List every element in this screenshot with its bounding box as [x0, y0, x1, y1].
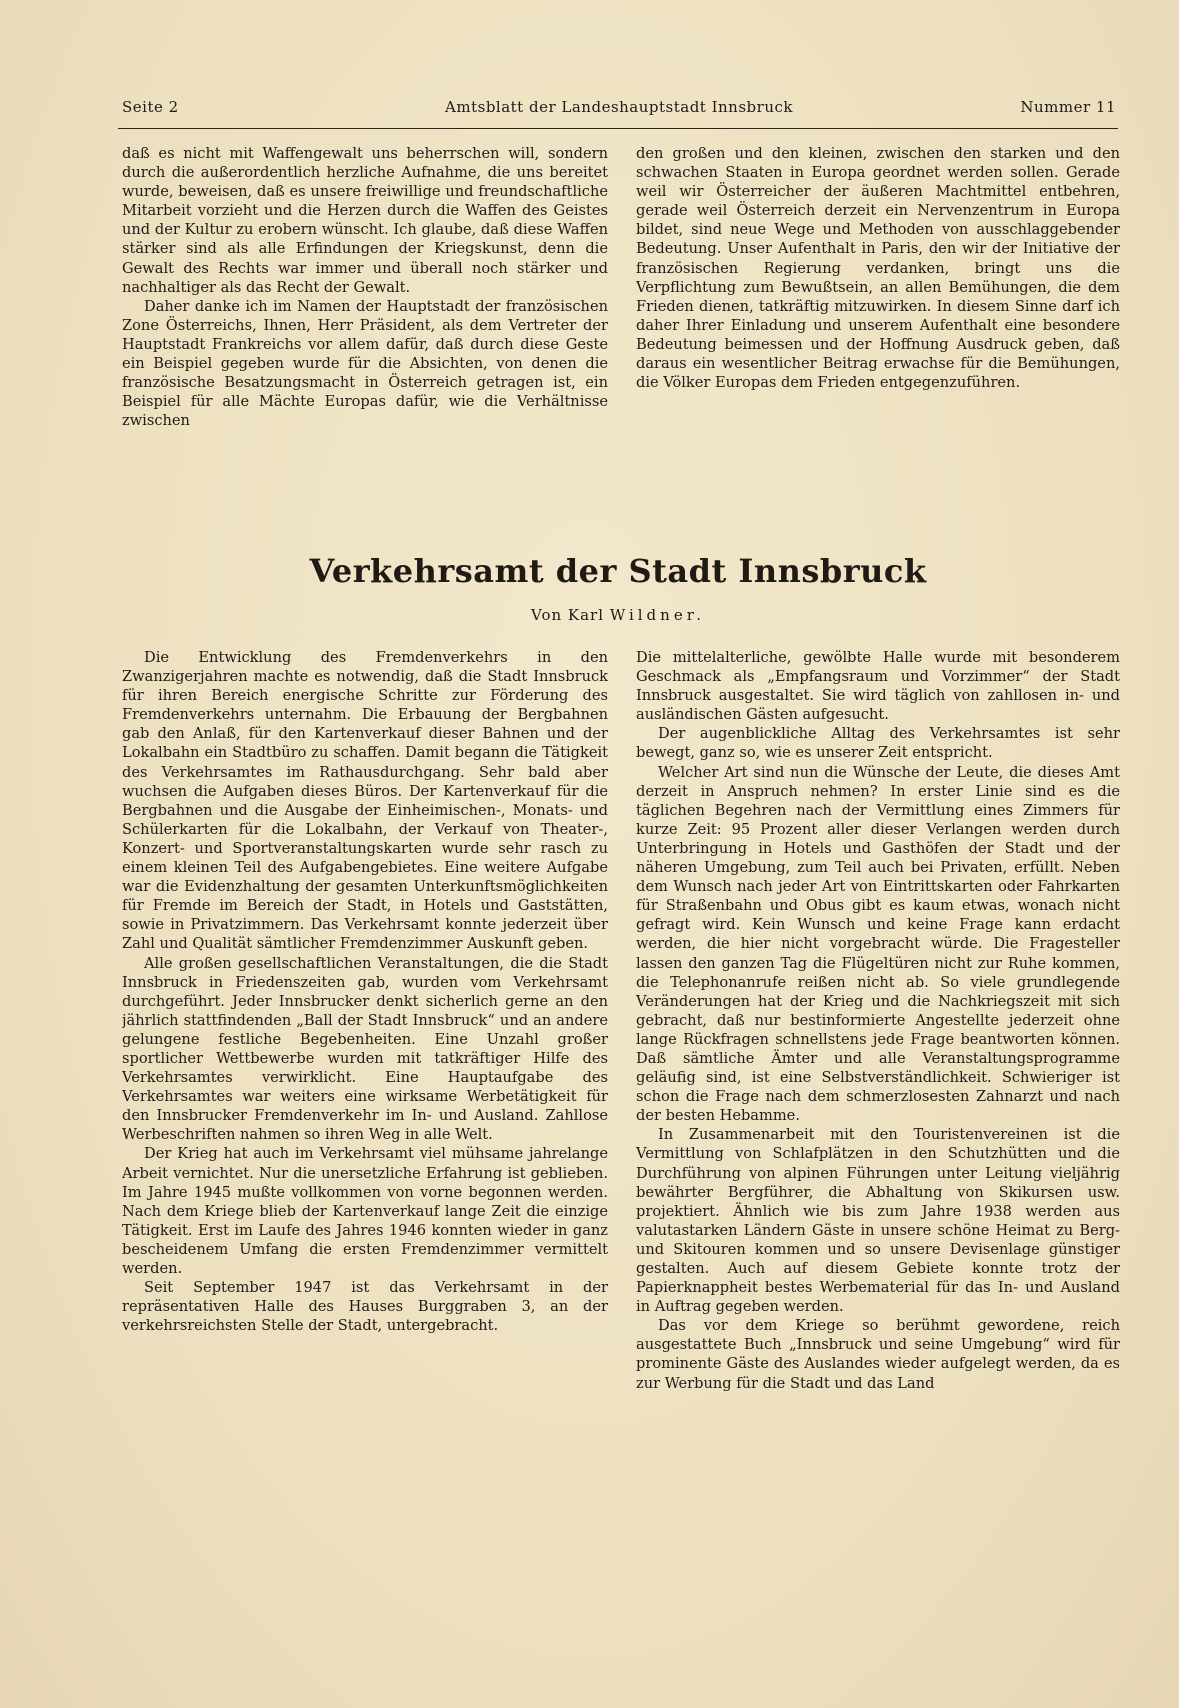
article-column-2 [636, 648, 1120, 1648]
previous-article-column-1 [122, 144, 608, 522]
paragraph: Welcher Art sind nun die Wünsche der Leute, die dieses Amt derzeit in Anspruch nehmen? In erster Linie sind es die täglichen Begehren nach der Vermittlung eines Zimmers für kurze Zeit: 95 Prozent aller dieser Verlangen werden durch Unterbringung in Hotels und Gasthöfen der Stadt und der näheren Umgebung, zum Teil auch bei Privaten, erfüllt. Neben dem Wunsch nach jeder Art von Eintrittskarten oder Fahrkarten für Straßenbahn und Obus gibt es kaum etwas, wonach nicht gefragt wird. Kein Wunsch und keine Frage kann erdacht werden, die hier nicht vorgebracht würde. Die Fragesteller lassen den ganzen Tag die Flügeltüren nicht zur Ruhe kommen, die Telephonanrufe reißen nicht ab. So viele grundlegende Veränderungen hat der Krieg und die Nachkriegszeit mit sich gebracht, daß nur bestinformierte Angestellte jederzeit ohne lange Rückfragen schnellstens jede Frage beantworten können. Daß sämtliche Ämter und alle Veranstaltungsprogramme geläufig sind, ist eine Selbstverständlichkeit. Schwieriger ist schon die Frage nach dem schmerzlosesten Zahnarzt und nach der besten Hebamme. [636, 763, 1120, 1125]
byline-prefix: Von Karl [530, 606, 605, 624]
paragraph: den großen und den kleinen, zwischen den starken und den schwachen Staaten in Europa geordnet werden sollen. Gerade weil wir Österreicher der äußeren Machtmittel entbehren, gerade weil Österreich derzeit ein Nervenzentrum in Europa bildet, sind neue Wege und Methoden von ausschlaggebender Bedeutung. Unser Aufenthalt in Paris, den wir der Initiative der französischen Regierung verdanken, bringt uns die Verpflichtung zum Bewußtsein, an allen Bemühungen, die dem Frieden dienen, tatkräftig mitzuwirken. In diesem Sinne darf ich daher Ihrer Einladung und unserem Aufenthalt eine besondere Bedeutung beimessen und der Hoffnung Ausdruck geben, daß daraus ein wesentlicher Beitrag erwachse für die Bemühungen, die Völker Europas dem Frieden entgegenzuführen. [636, 145, 1120, 392]
paragraph: Daher danke ich im Namen der Hauptstadt der französischen Zone Österreichs, Ihnen, Herr Präsident, als dem Vertreter der Hauptstadt Frankreichs vor allem dafür, daß durch diese Geste ein Beispiel gegeben wurde für die Absichten, von denen die französische Besatzungsmacht in Österreich getragen ist, ein Beispiel für alle Mächte Europas dafür, wie die Verhältnisse zwischen [122, 297, 608, 430]
previous-article-column-2 [636, 144, 1120, 522]
paragraph: Alle großen gesellschaftlichen Veranstaltungen, die die Stadt Innsbruck in Friedenszeiten gab, wurden vom Verkehrsamt durchgeführt. Jeder Innsbrucker denkt sicherlich gerne an den jährlich stattfindenden „Ball der Stadt Innsbruck“ und an andere gelungene festliche Begebenheiten. Eine Unzahl großer sportlicher Wettbewerbe wurden mit tatkräftiger Hilfe des Verkehrsamtes verwirklicht. Eine Hauptaufgabe des Verkehrsamtes war weiters eine wirksame Werbetätigkeit für den Innsbrucker Fremdenverkehr im In- und Ausland. Zahllose Werbeschriften nahmen so ihren Weg in alle Welt. [122, 954, 608, 1144]
header-rule [118, 128, 1118, 129]
issue-number: Nummer 11 [1020, 98, 1116, 116]
paragraph: Der Krieg hat auch im Verkehrsamt viel mühsame jahrelange Arbeit vernichtet. Nur die unersetzliche Erfahrung ist geblieben. Im Jahre 1945 mußte vollkommen von vorne begonnen werden. Nach dem Kriege blieb der Kartenverkauf lange Zeit die einzige Tätigkeit. Erst im Laufe des Jahres 1946 konnten wieder in ganz bescheidenem Umfang die ersten Fremdenzimmer vermittelt werden. [122, 1145, 608, 1277]
publication-title: Amtsblatt der Landeshauptstadt Innsbruck [445, 98, 793, 116]
byline-author: Wildner. [609, 606, 705, 624]
paragraph: daß es nicht mit Waffengewalt uns beherrschen will, sondern durch die außerordentlich herzliche Aufnahme, die uns bereitet wurde, beweisen, daß es unsere freiwillige und freundschaftliche Mitarbeit vorzieht und die Herzen durch die Waffen des Geistes und der Kultur zu erobern wünscht. Ich glaube, daß diese Waffen stärker sind als alle Erfindungen der Kriegskunst, denn die Gewalt des Rechts war immer und überall noch stärker und nachhaltiger als das Recht der Gewalt. [122, 145, 608, 296]
paragraph: In Zusammenarbeit mit den Touristenvereinen ist die Vermittlung von Schlafplätzen in den Schutzhütten und die Durchführung von alpinen Führungen unter Leitung vieljährig bewährter Bergführer, die Abhaltung von Skikursen usw. projektiert. Ähnlich wie bis zum Jahre 1938 werden aus valutastarken Ländern Gäste in unsere schöne Heimat zu Berg- und Skitouren kommen und so unsere Devisenlage günstiger gestalten. Auch auf diesem Gebiete konnte trotz der Papierknappheit bestes Werbematerial für das In- und Ausland in Auftrag gegeben werden. [636, 1126, 1120, 1316]
article-title: Verkehrsamt der Stadt Innsbruck [309, 552, 927, 590]
paragraph: Die Entwicklung des Fremdenverkehrs in den Zwanzigerjahren machte es notwendig, daß die Stadt Innsbruck für ihren Bereich energische Schritte zur Förderung des Fremdenverkehrs unternahm. Die Erbauung der Bergbahnen gab den Anlaß, für den Kartenverkauf dieser Bahnen und der Lokalbahn ein Stadtbüro zu schaffen. Damit begann die Tätigkeit des Verkehrsamtes im Rathausdurchgang. Sehr bald aber wuchsen die Aufgaben dieses Büros. Der Kartenverkauf für die Bergbahnen und die Ausgabe der Einheimischen-, Monats- und Schülerkarten für die Lokalbahn, der Verkauf von Theater-, Konzert- und Sportveranstaltungskarten wurde sehr rasch zu einem kleinen Teil des Aufgabengebietes. Eine weitere Aufgabe war die Evidenzhaltung der gesamten Unterkunftsmöglichkeiten für Fremde im Bereich der Stadt, in Hotels und Gaststätten, sowie in Privatzimmern. Das Verkehrsamt konnte jederzeit über Zahl und Qualität sämtlicher Fremdenzimmer Auskunft geben. [122, 649, 608, 953]
article-column-1 [122, 648, 608, 1648]
paragraph: Der augenblickliche Alltag des Verkehrsamtes ist sehr bewegt, ganz so, wie es unserer Zeit entspricht. [636, 725, 1120, 762]
article-byline [118, 606, 1118, 624]
paragraph: Seit September 1947 ist das Verkehrsamt in der repräsentativen Halle des Hauses Burggraben 3, an der verkehrsreichsten Stelle der Stadt, untergebracht. [122, 1279, 608, 1335]
paragraph-continuation: Die mittelalterliche, gewölbte Halle wurde mit besonderem Geschmack als „Empfangsraum und Vorzimmer“ der Stadt Innsbruck ausgestaltet. Sie wird täglich von zahllosen in- und ausländischen Gästen aufgesucht. [636, 649, 1120, 724]
page-number: Seite 2 [122, 98, 179, 116]
paragraph: Das vor dem Kriege so berühmt gewordene, reich ausgestattete Buch „Innsbruck und seine Umgebung“ wird für prominente Gäste des Auslandes wieder aufgelegt werden, da es zur Werbung für die Stadt und das Land [636, 1317, 1120, 1392]
running-head [122, 98, 1116, 120]
